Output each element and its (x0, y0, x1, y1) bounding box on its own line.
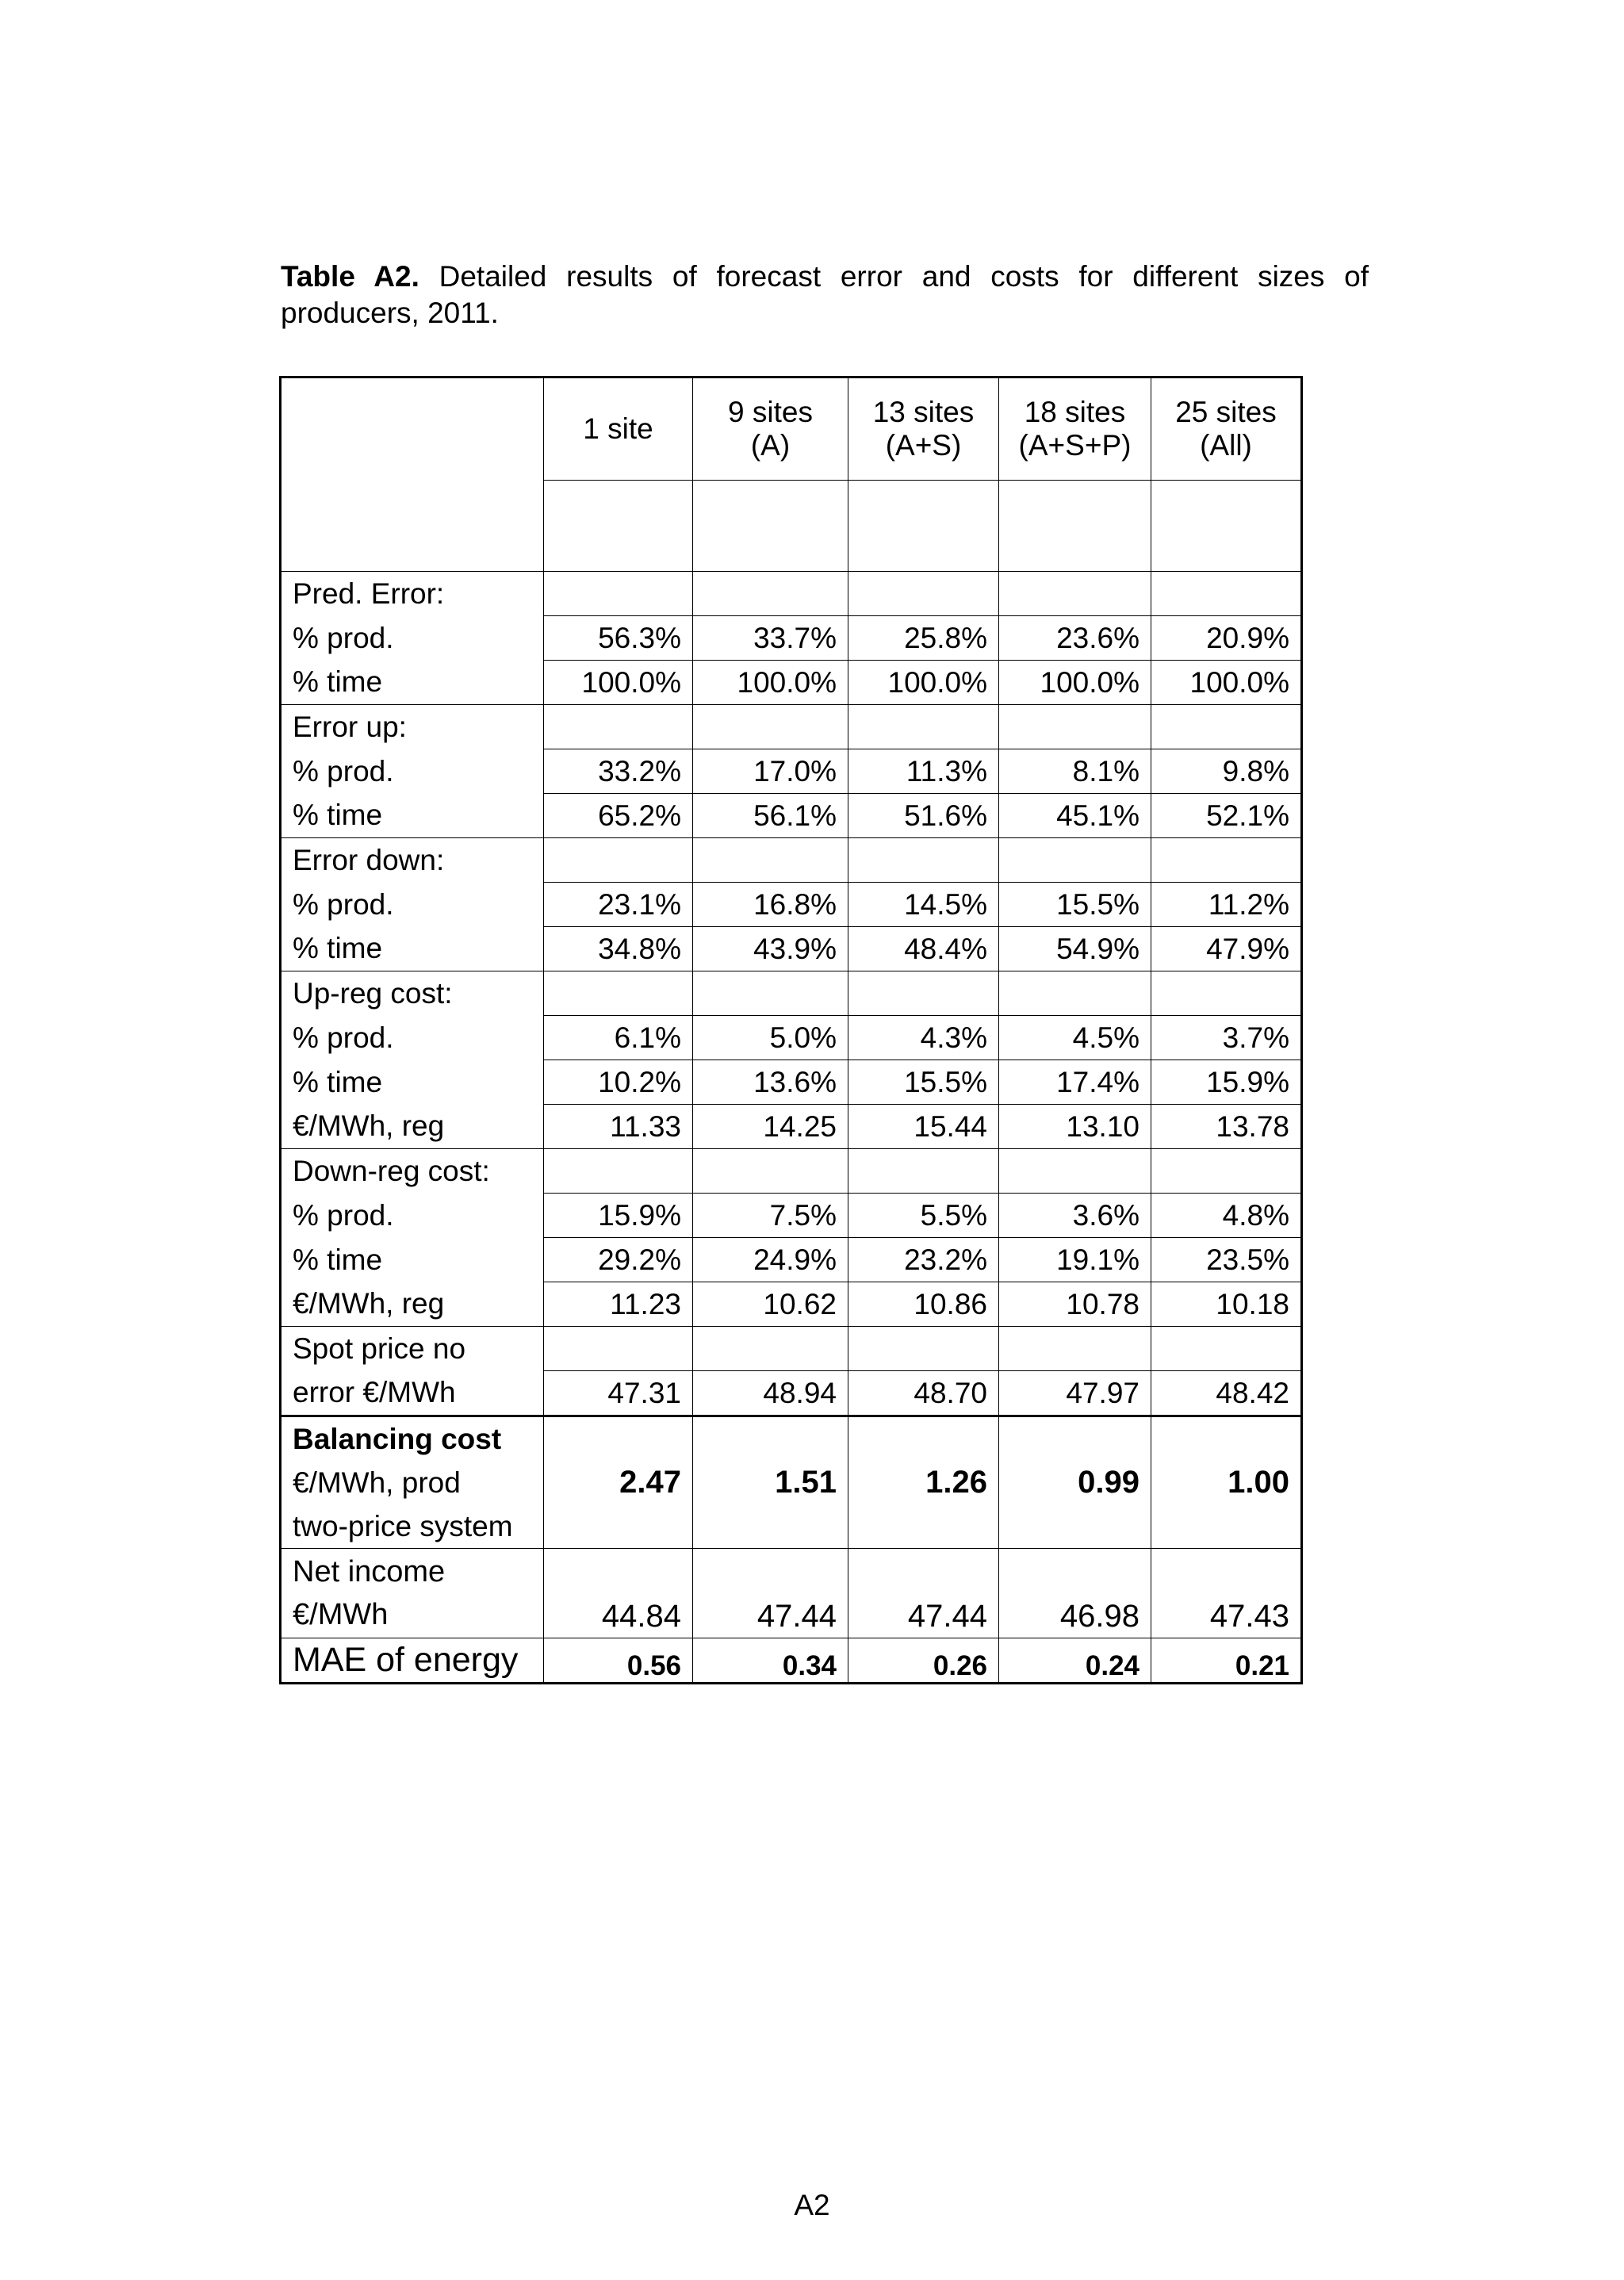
table-cell: 33.7% (693, 616, 848, 661)
group-title-row (281, 971, 1302, 1016)
table-cell: 100.0% (848, 661, 999, 705)
table-cell: 11.3% (848, 749, 999, 794)
table-cell: 15.44 (848, 1105, 999, 1149)
empty-cell (1151, 1149, 1302, 1194)
table-cell: 51.6% (848, 794, 999, 838)
empty-cell (848, 572, 999, 616)
table-cell: 48.4% (848, 927, 999, 971)
header-row (281, 377, 1302, 481)
group-title: Down-reg cost: (281, 1149, 544, 1194)
table-cell: 34.8% (544, 927, 693, 971)
table-cell: 15.9% (544, 1194, 693, 1238)
row-label: % prod. (281, 749, 544, 794)
balancing-cost-value: 0.99 (999, 1416, 1151, 1549)
table-cell: 16.8% (693, 883, 848, 927)
balancing-cost-label-line: two-price system (293, 1510, 513, 1542)
table-caption-text: Detailed results of forecast error and costs for different sizes of producers, 2011. (281, 260, 1369, 329)
empty-cell (693, 1327, 848, 1371)
row-label: €/MWh, reg (281, 1105, 544, 1149)
empty-cell (544, 572, 693, 616)
empty-cell (1151, 705, 1302, 749)
column-header-line1: 13 sites (872, 396, 975, 428)
header-corner-cell (281, 377, 544, 481)
column-header-line1: 1 site (583, 412, 653, 445)
table-cell: 43.9% (693, 927, 848, 971)
table-cell: 10.86 (848, 1282, 999, 1327)
empty-cell (848, 1149, 999, 1194)
table-cell: 3.7% (1151, 1016, 1302, 1060)
column-header (544, 377, 693, 481)
table-cell: 10.18 (1151, 1282, 1302, 1327)
table-cell: 47.9% (1151, 927, 1302, 971)
mae-row (281, 1638, 1302, 1684)
group-title-row (281, 572, 1302, 616)
table-row (281, 794, 1302, 838)
table-cell: 24.9% (693, 1238, 848, 1282)
empty-cell (544, 838, 693, 883)
table-cell: 23.6% (999, 616, 1151, 661)
balancing-cost-value: 1.51 (693, 1416, 848, 1549)
row-label: % time (281, 1060, 544, 1105)
row-label: % time (281, 661, 544, 705)
empty-cell (1151, 572, 1302, 616)
table-cell: 23.2% (848, 1238, 999, 1282)
net-income-label-line: Net income (293, 1555, 446, 1588)
group-title-row (281, 1149, 1302, 1194)
table-cell: 48.70 (848, 1371, 999, 1416)
table-cell: 10.2% (544, 1060, 693, 1105)
blank-cell (848, 481, 999, 572)
table-cell: 100.0% (544, 661, 693, 705)
table-cell: 10.62 (693, 1282, 848, 1327)
blank-cell (544, 481, 693, 572)
results-table (279, 376, 1303, 1684)
table-cell: 11.2% (1151, 883, 1302, 927)
mae-label: MAE of energy (281, 1638, 544, 1684)
empty-cell (848, 1327, 999, 1371)
table-cell: 48.42 (1151, 1371, 1302, 1416)
table-cell: 25.8% (848, 616, 999, 661)
balancing-cost-row (281, 1416, 1302, 1549)
table-cell: 13.78 (1151, 1105, 1302, 1149)
blank-cell (693, 481, 848, 572)
table-cell: 14.25 (693, 1105, 848, 1149)
row-label: % prod. (281, 616, 544, 661)
table-cell: 8.1% (999, 749, 1151, 794)
table-cell: 5.0% (693, 1016, 848, 1060)
table-cell: 56.3% (544, 616, 693, 661)
net-income-value: 46.98 (999, 1549, 1151, 1638)
group-title-row (281, 705, 1302, 749)
group-title: Error down: (281, 838, 544, 883)
table-row (281, 1194, 1302, 1238)
row-label: % prod. (281, 1194, 544, 1238)
column-header (1151, 377, 1302, 481)
empty-cell (544, 705, 693, 749)
table-caption-label: Table A2. (281, 260, 419, 293)
empty-cell (1151, 838, 1302, 883)
header-blank-row (281, 481, 1302, 572)
empty-cell (848, 838, 999, 883)
table-row (281, 1282, 1302, 1327)
table-cell: 100.0% (1151, 661, 1302, 705)
empty-cell (999, 971, 1151, 1016)
blank-cell (1151, 481, 1302, 572)
column-header-line1: 18 sites (1024, 396, 1126, 428)
column-header-line1: 25 sites (1175, 396, 1277, 428)
empty-cell (848, 971, 999, 1016)
table-row (281, 927, 1302, 971)
table-row (281, 661, 1302, 705)
row-label: error €/MWh (281, 1371, 544, 1416)
column-header (999, 377, 1151, 481)
empty-cell (693, 838, 848, 883)
mae-value: 0.56 (544, 1638, 693, 1684)
group-title: Error up: (281, 705, 544, 749)
empty-cell (999, 705, 1151, 749)
table-cell: 15.9% (1151, 1060, 1302, 1105)
table-cell: 56.1% (693, 794, 848, 838)
balancing-cost-value: 1.26 (848, 1416, 999, 1549)
empty-cell (693, 572, 848, 616)
net-income-value: 47.44 (693, 1549, 848, 1638)
table-cell: 17.0% (693, 749, 848, 794)
table-cell: 11.33 (544, 1105, 693, 1149)
column-header-line2: (A+S) (885, 429, 962, 462)
net-income-row (281, 1549, 1302, 1638)
row-label: % time (281, 794, 544, 838)
table-row (281, 1371, 1302, 1416)
table-cell: 47.97 (999, 1371, 1151, 1416)
table-cell: 4.8% (1151, 1194, 1302, 1238)
table-row (281, 616, 1302, 661)
empty-cell (999, 1327, 1151, 1371)
column-header-line2: (All) (1200, 429, 1252, 462)
table-cell: 4.3% (848, 1016, 999, 1060)
mae-value: 0.26 (848, 1638, 999, 1684)
table-cell: 5.5% (848, 1194, 999, 1238)
table-row (281, 1238, 1302, 1282)
table-cell: 54.9% (999, 927, 1151, 971)
table-cell: 65.2% (544, 794, 693, 838)
empty-cell (544, 971, 693, 1016)
table-cell: 100.0% (999, 661, 1151, 705)
net-income-label (281, 1549, 544, 1638)
table-cell: 15.5% (848, 1060, 999, 1105)
empty-cell (1151, 971, 1302, 1016)
row-label: % time (281, 927, 544, 971)
empty-cell (999, 838, 1151, 883)
column-header (693, 377, 848, 481)
table-cell: 13.6% (693, 1060, 848, 1105)
table-row (281, 1060, 1302, 1105)
table-cell: 23.1% (544, 883, 693, 927)
group-title: Spot price no (281, 1327, 544, 1371)
mae-value: 0.24 (999, 1638, 1151, 1684)
group-title-row (281, 838, 1302, 883)
table-cell: 47.31 (544, 1371, 693, 1416)
table-row (281, 1105, 1302, 1149)
empty-cell (848, 705, 999, 749)
table-cell: 7.5% (693, 1194, 848, 1238)
table-cell: 14.5% (848, 883, 999, 927)
column-header-line2: (A+S+P) (1018, 429, 1132, 462)
table-cell: 4.5% (999, 1016, 1151, 1060)
table-cell: 13.10 (999, 1105, 1151, 1149)
empty-cell (693, 1149, 848, 1194)
table-cell: 6.1% (544, 1016, 693, 1060)
empty-cell (1151, 1327, 1302, 1371)
table-cell: 100.0% (693, 661, 848, 705)
row-label: % time (281, 1238, 544, 1282)
empty-cell (544, 1327, 693, 1371)
balancing-cost-value: 2.47 (544, 1416, 693, 1549)
row-label: % prod. (281, 1016, 544, 1060)
table-cell: 33.2% (544, 749, 693, 794)
table-cell: 48.94 (693, 1371, 848, 1416)
balancing-cost-value: 1.00 (1151, 1416, 1302, 1549)
table-cell: 20.9% (1151, 616, 1302, 661)
table-row (281, 1016, 1302, 1060)
row-label: % prod. (281, 883, 544, 927)
table-cell: 10.78 (999, 1282, 1151, 1327)
table-cell: 52.1% (1151, 794, 1302, 838)
empty-cell (999, 1149, 1151, 1194)
balancing-cost-label-line: Balancing cost (293, 1423, 502, 1455)
group-title: Pred. Error: (281, 572, 544, 616)
column-header-line1: 9 sites (728, 396, 813, 428)
blank-cell (281, 481, 544, 572)
mae-value: 0.21 (1151, 1638, 1302, 1684)
table-cell: 11.23 (544, 1282, 693, 1327)
column-header-line2: (A) (750, 429, 791, 462)
net-income-label-line: €/MWh (293, 1598, 389, 1631)
empty-cell (544, 1149, 693, 1194)
table-cell: 23.5% (1151, 1238, 1302, 1282)
table-row (281, 749, 1302, 794)
empty-cell (693, 971, 848, 1016)
page-number: A2 (794, 2189, 830, 2221)
table-cell: 29.2% (544, 1238, 693, 1282)
net-income-value: 44.84 (544, 1549, 693, 1638)
table-cell: 17.4% (999, 1060, 1151, 1105)
balancing-cost-label (281, 1416, 544, 1549)
column-header (848, 377, 999, 481)
net-income-value: 47.44 (848, 1549, 999, 1638)
table-cell: 19.1% (999, 1238, 1151, 1282)
row-label: €/MWh, reg (281, 1282, 544, 1327)
empty-cell (999, 572, 1151, 616)
table-row (281, 883, 1302, 927)
group-title: Up-reg cost: (281, 971, 544, 1016)
table-caption (281, 259, 1369, 331)
table-cell: 15.5% (999, 883, 1151, 927)
net-income-value: 47.43 (1151, 1549, 1302, 1638)
blank-cell (999, 481, 1151, 572)
balancing-cost-label-line: €/MWh, prod (293, 1466, 461, 1499)
table-cell: 9.8% (1151, 749, 1302, 794)
empty-cell (693, 705, 848, 749)
group-title-row (281, 1327, 1302, 1371)
table-cell: 3.6% (999, 1194, 1151, 1238)
table-cell: 45.1% (999, 794, 1151, 838)
mae-value: 0.34 (693, 1638, 848, 1684)
